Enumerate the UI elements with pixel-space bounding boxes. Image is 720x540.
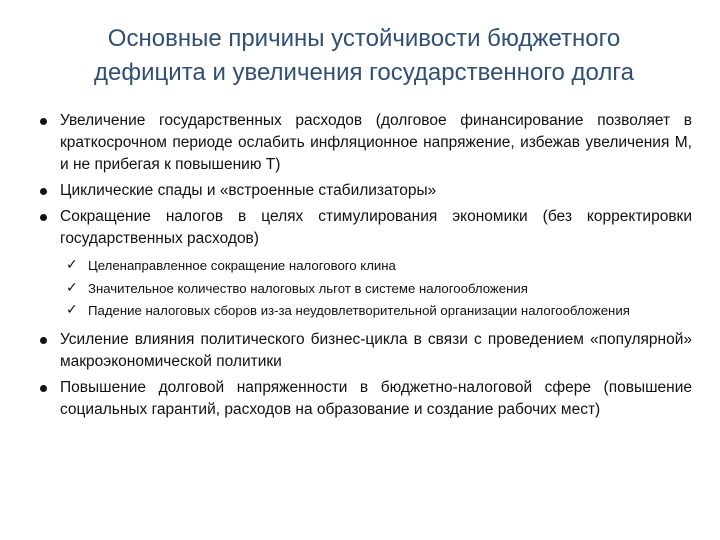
sub-list-item-text: Падение налоговых сборов из-за неудовлетворительной организации налогообложения (88, 303, 630, 318)
list-item-text: Сокращение налогов в целях стимулирования экономики (без корректировки государственных расходов) (60, 208, 692, 247)
title-line-2: дефицита и увеличения государственного долга (94, 59, 634, 86)
checkmark-icon: ✓ (66, 257, 78, 273)
sub-list-item (60, 301, 692, 321)
sub-list-item-text: Значительное количество налоговых льгот в системе налогообложения (88, 280, 528, 296)
bullet-icon (40, 188, 47, 195)
list-item-text: Увеличение государственных расходов (долговое финансирование позволяет в краткосрочном периоде ослабить инфляционное напряжение, избежав увеличения M, и не прибегая к повышению T) (60, 112, 692, 173)
bullet-icon (40, 337, 47, 344)
list-item (36, 377, 692, 421)
list-item-text: Повышение долговой напряженности в бюджетно-налоговой сфере (повышение социальных гарантий, расходов на образование и создание рабочих мест) (60, 378, 692, 418)
bullet-icon (40, 385, 47, 392)
list-item (36, 110, 692, 176)
sub-list-item (60, 279, 692, 299)
title-line-1: Основные причины устойчивости бюджетного (107, 25, 621, 52)
sub-list-item (60, 256, 692, 276)
list-item (36, 180, 692, 202)
list-item (36, 206, 692, 321)
list-item (36, 329, 692, 373)
checkmark-icon: ✓ (66, 279, 78, 296)
bullet-list (36, 110, 692, 421)
list-item-text: Циклические спады и «встроенные стабилизаторы» (60, 182, 437, 199)
bullet-icon (40, 214, 47, 221)
bullet-icon (40, 118, 47, 125)
checkmark-icon: ✓ (66, 302, 78, 318)
sub-list-item-text: Целенаправленное сокращение налогового клина (88, 258, 396, 273)
list-item-text: Усиление влияния политического бизнес-цикла в связи с проведением «популярной» макроэкономической политики (60, 330, 692, 370)
sub-list (36, 256, 692, 321)
slide-title (36, 22, 692, 90)
